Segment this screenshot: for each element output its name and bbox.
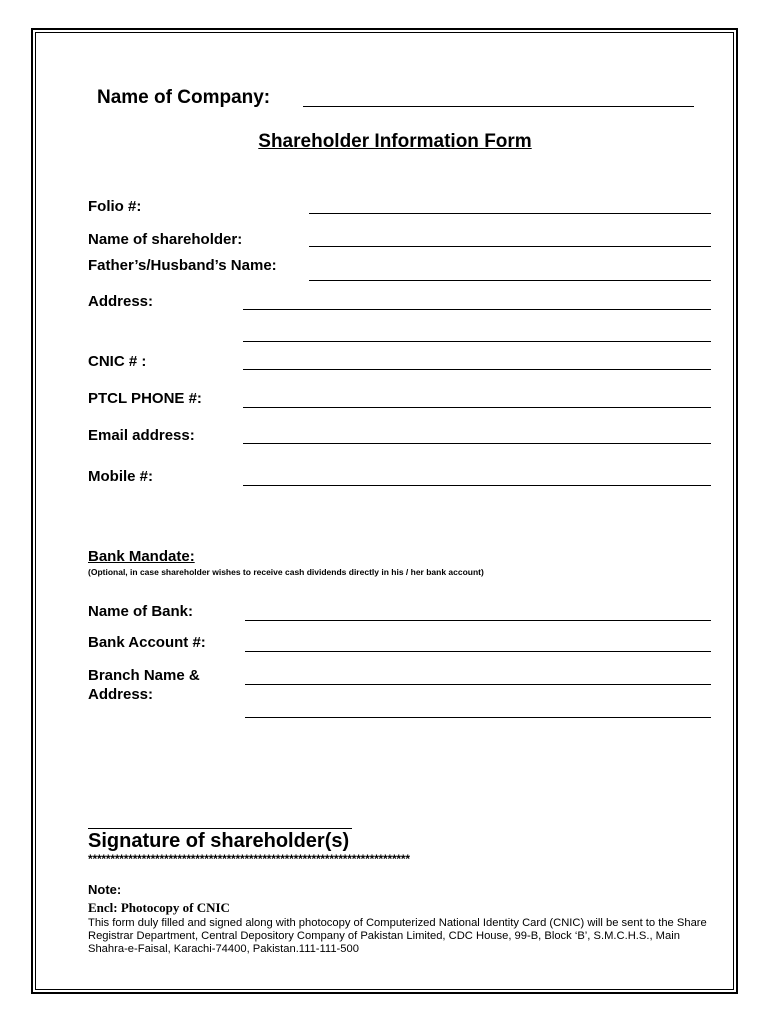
- bank-name-field[interactable]: [245, 620, 711, 621]
- mobile-label: Mobile #:: [88, 468, 154, 485]
- bank-mandate-subtitle: (Optional, in case shareholder wishes to receive cash dividends directly in his / her bank account): [88, 567, 484, 577]
- branch-label-line-2: Address:: [88, 686, 154, 703]
- cnic-field[interactable]: [243, 369, 711, 370]
- email-field[interactable]: [243, 443, 711, 444]
- folio-label: Folio #:: [88, 198, 142, 215]
- branch-field-line-1[interactable]: [245, 684, 711, 685]
- folio-field[interactable]: [309, 213, 711, 214]
- signature-label: Signature of shareholder(s): [88, 830, 350, 852]
- bank-mandate-title: Bank Mandate:: [88, 548, 195, 565]
- asterisk-divider: ************************************************************************: [88, 852, 410, 866]
- company-name-field[interactable]: [303, 106, 694, 107]
- email-label: Email address:: [88, 427, 195, 444]
- note-heading: Note:: [88, 882, 122, 897]
- cnic-label: CNIC # :: [88, 353, 147, 370]
- father-husband-name-label: Father’s/Husband’s Name:: [88, 257, 277, 274]
- address-label: Address:: [88, 293, 154, 310]
- enclosure-note: Encl: Photocopy of CNIC: [88, 900, 230, 915]
- branch-label-line-1: Branch Name &: [88, 667, 200, 684]
- shareholder-name-label: Name of shareholder:: [88, 231, 243, 248]
- bank-name-label: Name of Bank:: [88, 603, 194, 620]
- mobile-field[interactable]: [243, 485, 711, 486]
- bank-account-field[interactable]: [245, 651, 711, 652]
- address-field-line-1[interactable]: [243, 309, 711, 310]
- signature-line[interactable]: [88, 828, 352, 829]
- father-husband-name-field[interactable]: [309, 280, 711, 281]
- ptcl-phone-label: PTCL PHONE #:: [88, 390, 202, 407]
- form-title: Shareholder Information Form: [258, 131, 532, 152]
- company-name-label: Name of Company:: [97, 87, 271, 108]
- branch-field-line-2[interactable]: [245, 717, 711, 718]
- footer-instructions: This form duly filled and signed along with photocopy of Computerized National Identity Card (CNIC) will be sent to the Share Registrar Department, Central Depository Company of Pakistan Limited, CDC House, 99-B, Block ‘B’, S.M.C.H.S., Main Shahra-e-Faisal, Karachi-74400, Pakistan.111-111-500: [88, 917, 707, 955]
- ptcl-phone-field[interactable]: [243, 407, 711, 408]
- address-field-line-2[interactable]: [243, 341, 711, 342]
- bank-account-label: Bank Account #:: [88, 634, 206, 651]
- shareholder-name-field[interactable]: [309, 246, 711, 247]
